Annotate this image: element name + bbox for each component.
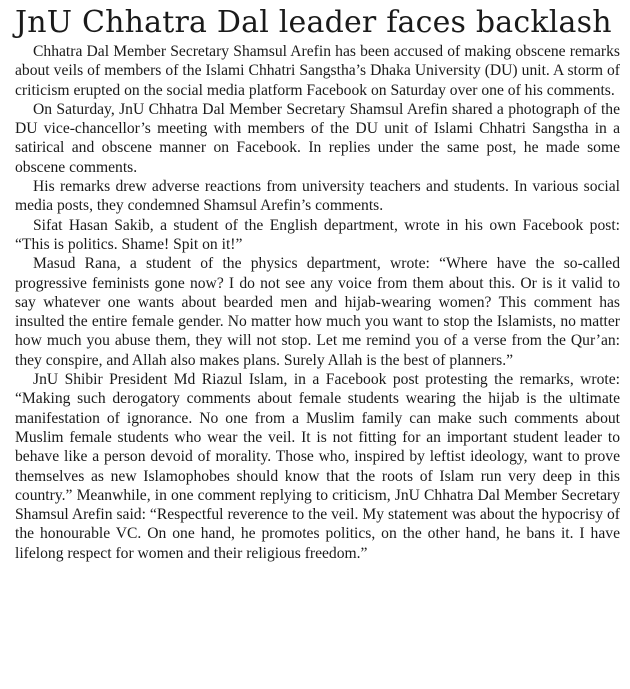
headline: JnU Chhatra Dal leader faces backlash	[15, 5, 612, 40]
paragraph-saturday-post: On Saturday, JnU Chhatra Dal Member Secretary Shamsul Arefin shared a photograph of the DU vice-chancellor’s meeting with members of the DU unit of Islami Chhatri Sangstha in a satirical and obscene manner on Facebook. In replies under the same post, he made some obscene comments.	[15, 100, 620, 176]
paragraph-reactions: His remarks drew adverse reactions from university teachers and students. In various social media posts, they condemned Shamsul Arefin’s comments.	[15, 178, 620, 215]
paragraph-sifat-quote: Sifat Hasan Sakib, a student of the English department, wrote in his own Facebook post: “This is politics. Shame! Spit on it!”	[15, 216, 620, 253]
paragraph-masud-quote: Masud Rana, a student of the physics department, wrote: “Where have the so-called progressive feminists gone now? I do not see any voice from them about this. Or is it valid to say whatever one wants about bearded men and hijab-wearing women? This comment has insulted the entire female gender. No matter how much you want to stop the Islamists, no matter how much you abuse them, they will not stop. Let me remind you of a verse from the Qur’an: they conspire, and Allah also makes plans. Surely Allah is the best of planners.”	[15, 255, 620, 369]
article-body	[15, 42, 620, 563]
paragraph-accusation: Chhatra Dal Member Secretary Shamsul Arefin has been accused of making obscene remarks about veils of members of the Islami Chhatri Sangstha’s Dhaka University (DU) unit. A storm of criticism erupted on the social media platform Facebook on Saturday over one of his comments.	[15, 43, 620, 99]
paragraph-shibir-quote: JnU Shibir President Md Riazul Islam, in a Facebook post protesting the remarks, wrote: “Making such derogatory comments about female students wearing the hijab is the ultimate manifestation of ignorance. No one from a Muslim family can make such comments about Muslim female students who wear the veil. It is not fitting for an important student leader to behave like a person devoid of morality. Those who, inspired by leftist ideology, want to prove themselves as new Islamophobes should know that the roots of Islam run very deep in this country.” Meanwhile, in one comment replying to criticism, JnU Chhatra Dal Member Secretary Shamsul Arefin said: “Respectful reverence to the veil. My statement was about the hypocrisy of the honourable VC. On one hand, he promotes politics, on the other hand, he bans it. I have lifelong respect for women and their religious freedom.”	[15, 371, 620, 562]
news-article	[15, 6, 620, 563]
